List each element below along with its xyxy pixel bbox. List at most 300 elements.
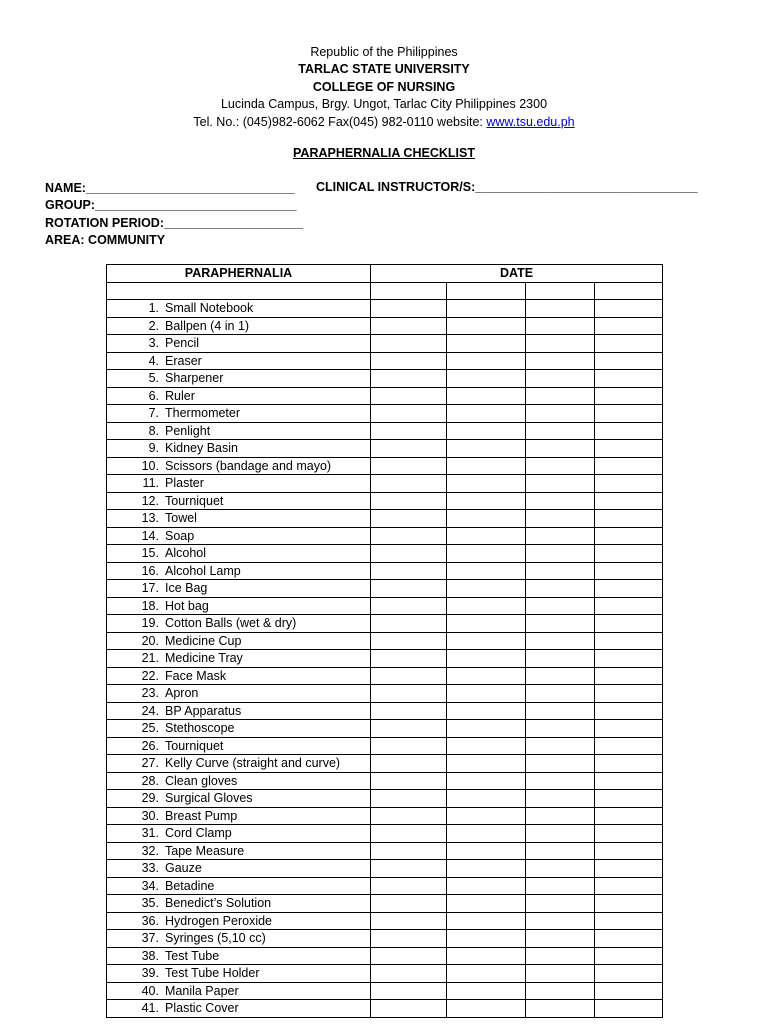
item-cell — [107, 720, 371, 738]
check-cell[interactable] — [447, 387, 526, 405]
check-cell[interactable] — [447, 405, 526, 423]
check-cell[interactable] — [595, 807, 663, 825]
item-label: Medicine Tray — [165, 651, 243, 665]
check-cell[interactable] — [447, 737, 526, 755]
item-cell — [107, 317, 371, 335]
check-cell[interactable] — [526, 650, 595, 668]
check-cell[interactable] — [595, 562, 663, 580]
check-cell[interactable] — [595, 597, 663, 615]
item-cell — [107, 790, 371, 808]
check-cell[interactable] — [447, 772, 526, 790]
item-number: 29. — [141, 791, 159, 805]
item-number: 27. — [141, 756, 159, 770]
check-cell[interactable] — [595, 965, 663, 983]
check-cell[interactable] — [595, 510, 663, 528]
check-cell[interactable] — [595, 842, 663, 860]
check-cell[interactable] — [526, 737, 595, 755]
item-number: 39. — [141, 966, 159, 980]
table-row — [107, 877, 663, 895]
check-cell[interactable] — [371, 422, 447, 440]
check-cell[interactable] — [595, 405, 663, 423]
item-number: 13. — [141, 511, 159, 525]
check-cell[interactable] — [526, 912, 595, 930]
check-cell[interactable] — [595, 545, 663, 563]
item-label: Face Mask — [165, 668, 227, 683]
table-row — [107, 352, 663, 370]
check-cell[interactable] — [447, 440, 526, 458]
table-row — [107, 737, 663, 755]
table-row — [107, 632, 663, 650]
table-row — [107, 755, 663, 773]
check-cell[interactable] — [595, 912, 663, 930]
check-cell[interactable] — [371, 440, 447, 458]
check-cell[interactable] — [526, 352, 595, 370]
item-number: 40. — [141, 983, 159, 998]
check-cell[interactable] — [526, 825, 595, 843]
check-cell[interactable] — [371, 387, 447, 405]
item-label: Ice Bag — [165, 581, 208, 595]
check-cell[interactable] — [526, 597, 595, 615]
checklist-body — [107, 300, 663, 1018]
item-cell — [107, 580, 371, 598]
check-cell[interactable] — [447, 492, 526, 510]
check-cell[interactable] — [447, 685, 526, 703]
item-cell — [107, 632, 371, 650]
table-row — [107, 895, 663, 913]
check-cell[interactable] — [526, 895, 595, 913]
check-cell[interactable] — [595, 702, 663, 720]
paraphernalia-table — [106, 264, 663, 1018]
item-cell — [107, 527, 371, 545]
item-cell — [107, 597, 371, 615]
check-cell[interactable] — [371, 807, 447, 825]
check-cell[interactable] — [595, 877, 663, 895]
check-cell[interactable] — [595, 685, 663, 703]
check-cell[interactable] — [526, 1000, 595, 1018]
item-label: Scissors (bandage and mayo) — [165, 458, 332, 473]
check-cell[interactable] — [371, 335, 447, 353]
table-row — [107, 597, 663, 615]
check-cell[interactable] — [447, 317, 526, 335]
check-cell[interactable] — [371, 1000, 447, 1018]
check-cell[interactable] — [526, 405, 595, 423]
check-cell[interactable] — [371, 352, 447, 370]
item-label: Towel — [165, 511, 197, 525]
item-cell — [107, 300, 371, 318]
group-field[interactable]: GROUP:_____________________________ — [45, 198, 297, 213]
item-cell — [107, 1000, 371, 1018]
check-cell[interactable] — [447, 422, 526, 440]
item-number: 17. — [141, 581, 159, 595]
check-cell[interactable] — [595, 790, 663, 808]
item-label: Stethoscope — [165, 721, 235, 735]
check-cell[interactable] — [371, 825, 447, 843]
item-cell — [107, 562, 371, 580]
check-cell[interactable] — [447, 790, 526, 808]
item-number: 22. — [141, 668, 159, 683]
check-cell[interactable] — [595, 947, 663, 965]
clinical-instructor-field[interactable]: CLINICAL INSTRUCTOR/S:________________________________ — [316, 180, 698, 194]
check-cell[interactable] — [447, 930, 526, 948]
check-cell[interactable] — [526, 842, 595, 860]
check-cell[interactable] — [447, 1000, 526, 1018]
check-cell[interactable] — [595, 667, 663, 685]
item-cell — [107, 457, 371, 475]
item-label: Test Tube — [165, 948, 220, 963]
check-cell[interactable] — [595, 615, 663, 633]
check-cell[interactable] — [371, 475, 447, 493]
item-cell — [107, 405, 371, 423]
check-cell[interactable] — [595, 982, 663, 1000]
table-row — [107, 702, 663, 720]
letterhead — [0, 44, 768, 131]
check-cell[interactable] — [371, 597, 447, 615]
date-cell[interactable] — [526, 282, 595, 300]
table-row — [107, 457, 663, 475]
check-cell[interactable] — [447, 825, 526, 843]
check-cell[interactable] — [371, 737, 447, 755]
check-cell[interactable] — [595, 580, 663, 598]
check-cell[interactable] — [526, 492, 595, 510]
item-number: 41. — [141, 1001, 159, 1015]
check-cell[interactable] — [595, 632, 663, 650]
table-row — [107, 1000, 663, 1018]
check-cell[interactable] — [526, 982, 595, 1000]
check-cell[interactable] — [526, 667, 595, 685]
check-cell[interactable] — [447, 352, 526, 370]
item-label: Breast Pump — [165, 808, 238, 823]
check-cell[interactable] — [447, 562, 526, 580]
check-cell[interactable] — [595, 930, 663, 948]
check-cell[interactable] — [595, 317, 663, 335]
check-cell[interactable] — [371, 702, 447, 720]
item-label: Test Tube Holder — [165, 966, 260, 980]
check-cell[interactable] — [447, 650, 526, 668]
table-header-row — [107, 265, 663, 283]
check-cell[interactable] — [447, 982, 526, 1000]
check-cell[interactable] — [371, 895, 447, 913]
item-cell — [107, 422, 371, 440]
check-cell[interactable] — [595, 440, 663, 458]
item-label: Hot bag — [165, 598, 209, 613]
check-cell[interactable] — [526, 475, 595, 493]
website-link[interactable]: www.tsu.edu.ph — [486, 114, 575, 129]
table-row — [107, 615, 663, 633]
check-cell[interactable] — [371, 982, 447, 1000]
item-cell — [107, 685, 371, 703]
item-label: Medicine Cup — [165, 633, 242, 648]
check-cell[interactable] — [371, 632, 447, 650]
check-cell[interactable] — [526, 615, 595, 633]
item-cell — [107, 702, 371, 720]
check-cell[interactable] — [595, 895, 663, 913]
item-label: BP Apparatus — [165, 703, 242, 718]
check-cell[interactable] — [526, 440, 595, 458]
item-number: 24. — [141, 703, 159, 718]
check-cell[interactable] — [447, 947, 526, 965]
check-cell[interactable] — [371, 947, 447, 965]
item-number: 23. — [141, 686, 159, 700]
contact-text: Tel. No.: (045)982-6062 Fax(045) 982-0110 website: — [193, 114, 487, 129]
item-cell — [107, 492, 371, 510]
date-row-blank — [107, 282, 371, 300]
item-number: 8. — [148, 423, 159, 438]
check-cell[interactable] — [595, 492, 663, 510]
item-cell — [107, 860, 371, 878]
check-cell[interactable] — [595, 860, 663, 878]
check-cell[interactable] — [447, 545, 526, 563]
check-cell[interactable] — [526, 545, 595, 563]
check-cell[interactable] — [447, 615, 526, 633]
check-cell[interactable] — [526, 562, 595, 580]
check-cell[interactable] — [595, 387, 663, 405]
item-label: Apron — [165, 686, 199, 700]
check-cell[interactable] — [526, 457, 595, 475]
item-cell — [107, 772, 371, 790]
check-cell[interactable] — [526, 685, 595, 703]
check-cell[interactable] — [526, 947, 595, 965]
table-row — [107, 930, 663, 948]
item-label: Plastic Cover — [165, 1001, 239, 1015]
item-cell — [107, 965, 371, 983]
check-cell[interactable] — [371, 405, 447, 423]
check-cell[interactable] — [595, 457, 663, 475]
check-cell[interactable] — [447, 580, 526, 598]
check-cell[interactable] — [447, 632, 526, 650]
table-row — [107, 422, 663, 440]
check-cell[interactable] — [371, 790, 447, 808]
check-cell[interactable] — [447, 702, 526, 720]
check-cell[interactable] — [595, 370, 663, 388]
item-number: 3. — [148, 336, 159, 350]
check-cell[interactable] — [447, 842, 526, 860]
check-cell[interactable] — [526, 702, 595, 720]
check-cell[interactable] — [595, 335, 663, 353]
check-cell[interactable] — [526, 387, 595, 405]
check-cell[interactable] — [371, 772, 447, 790]
item-number: 25. — [141, 721, 159, 735]
table-row — [107, 650, 663, 668]
item-cell — [107, 370, 371, 388]
check-cell[interactable] — [371, 877, 447, 895]
item-cell — [107, 510, 371, 528]
check-cell[interactable] — [371, 720, 447, 738]
item-number: 7. — [148, 406, 159, 420]
item-number: 21. — [141, 651, 159, 665]
table-row — [107, 370, 663, 388]
rotation-period-field[interactable]: ROTATION PERIOD:____________________ — [45, 215, 304, 230]
item-label: Manila Paper — [165, 983, 239, 998]
item-cell — [107, 755, 371, 773]
check-cell[interactable] — [526, 772, 595, 790]
table-row — [107, 317, 663, 335]
check-cell[interactable] — [371, 580, 447, 598]
check-cell[interactable] — [371, 370, 447, 388]
country-line: Republic of the Philippines — [310, 45, 458, 59]
item-number: 11. — [142, 476, 159, 490]
check-cell[interactable] — [526, 790, 595, 808]
item-cell — [107, 825, 371, 843]
item-label: Alcohol — [165, 546, 206, 560]
check-cell[interactable] — [371, 860, 447, 878]
check-cell[interactable] — [371, 685, 447, 703]
name-field[interactable]: NAME:______________________________ — [45, 181, 295, 195]
check-cell[interactable] — [526, 370, 595, 388]
item-cell — [107, 877, 371, 895]
item-cell — [107, 545, 371, 563]
table-row — [107, 545, 663, 563]
check-cell[interactable] — [371, 667, 447, 685]
check-cell[interactable] — [595, 300, 663, 318]
item-number: 12. — [141, 493, 159, 508]
check-cell[interactable] — [526, 930, 595, 948]
item-cell — [107, 842, 371, 860]
check-cell[interactable] — [371, 562, 447, 580]
item-number: 18. — [141, 598, 159, 613]
check-cell[interactable] — [371, 527, 447, 545]
check-cell[interactable] — [371, 965, 447, 983]
check-cell[interactable] — [371, 755, 447, 773]
item-number: 4. — [148, 353, 159, 368]
check-cell[interactable] — [526, 877, 595, 895]
table-row — [107, 842, 663, 860]
item-number: 10. — [141, 458, 159, 473]
check-cell[interactable] — [526, 860, 595, 878]
check-cell[interactable] — [447, 667, 526, 685]
table-row — [107, 387, 663, 405]
item-number: 37. — [141, 931, 159, 945]
column-header-paraphernalia: PARAPHERNALIA — [107, 265, 371, 283]
check-cell[interactable] — [371, 457, 447, 475]
check-cell[interactable] — [526, 965, 595, 983]
date-cell[interactable] — [595, 282, 663, 300]
item-cell — [107, 930, 371, 948]
check-cell[interactable] — [526, 720, 595, 738]
table-row — [107, 562, 663, 580]
table-row — [107, 685, 663, 703]
check-cell[interactable] — [447, 877, 526, 895]
check-cell[interactable] — [371, 912, 447, 930]
column-header-date: DATE — [371, 265, 663, 283]
check-cell[interactable] — [526, 317, 595, 335]
check-cell[interactable] — [526, 335, 595, 353]
check-cell[interactable] — [371, 510, 447, 528]
check-cell[interactable] — [447, 475, 526, 493]
item-cell — [107, 475, 371, 493]
contact-line — [0, 114, 768, 131]
item-label: Hydrogen Peroxide — [165, 913, 273, 928]
date-cell[interactable] — [371, 282, 447, 300]
check-cell[interactable] — [526, 580, 595, 598]
check-cell[interactable] — [526, 422, 595, 440]
item-number: 30. — [141, 808, 159, 823]
date-entry-row — [107, 282, 663, 300]
check-cell[interactable] — [595, 352, 663, 370]
check-cell[interactable] — [447, 807, 526, 825]
check-cell[interactable] — [595, 737, 663, 755]
check-cell[interactable] — [526, 807, 595, 825]
check-cell[interactable] — [595, 422, 663, 440]
table-row — [107, 947, 663, 965]
table-row — [107, 510, 663, 528]
table-row — [107, 825, 663, 843]
check-cell[interactable] — [595, 720, 663, 738]
check-cell[interactable] — [447, 965, 526, 983]
item-label: Pencil — [165, 336, 200, 350]
check-cell[interactable] — [526, 632, 595, 650]
check-cell[interactable] — [371, 650, 447, 668]
check-cell[interactable] — [371, 317, 447, 335]
check-cell[interactable] — [526, 300, 595, 318]
item-cell — [107, 667, 371, 685]
check-cell[interactable] — [447, 335, 526, 353]
item-label: Benedict’s Solution — [165, 896, 272, 910]
item-label: Syringes (5,10 cc) — [165, 931, 266, 945]
check-cell[interactable] — [595, 772, 663, 790]
item-number: 38. — [141, 948, 159, 963]
item-label: Surgical Gloves — [165, 791, 253, 805]
check-cell[interactable] — [371, 492, 447, 510]
item-number: 32. — [141, 843, 159, 858]
check-cell[interactable] — [447, 300, 526, 318]
check-cell[interactable] — [447, 510, 526, 528]
item-number: 2. — [148, 318, 159, 333]
item-number: 9. — [148, 441, 159, 455]
date-cell[interactable] — [447, 282, 526, 300]
check-cell[interactable] — [595, 1000, 663, 1018]
check-cell[interactable] — [447, 895, 526, 913]
check-cell[interactable] — [526, 510, 595, 528]
check-cell[interactable] — [371, 615, 447, 633]
table-row — [107, 440, 663, 458]
check-cell[interactable] — [447, 457, 526, 475]
table-row — [107, 492, 663, 510]
check-cell[interactable] — [447, 912, 526, 930]
check-cell[interactable] — [595, 650, 663, 668]
check-cell[interactable] — [447, 755, 526, 773]
item-number: 5. — [148, 371, 159, 385]
check-cell[interactable] — [371, 842, 447, 860]
item-cell — [107, 982, 371, 1000]
table-row — [107, 475, 663, 493]
check-cell[interactable] — [595, 755, 663, 773]
check-cell[interactable] — [447, 370, 526, 388]
item-label: Tourniquet — [165, 493, 224, 508]
item-cell — [107, 440, 371, 458]
check-cell[interactable] — [371, 930, 447, 948]
check-cell[interactable] — [447, 597, 526, 615]
table-row — [107, 580, 663, 598]
item-number: 15. — [141, 546, 159, 560]
check-cell[interactable] — [595, 475, 663, 493]
check-cell[interactable] — [526, 527, 595, 545]
check-cell[interactable] — [447, 527, 526, 545]
check-cell[interactable] — [447, 720, 526, 738]
check-cell[interactable] — [447, 860, 526, 878]
check-cell[interactable] — [595, 527, 663, 545]
item-label: Soap — [165, 528, 195, 543]
check-cell[interactable] — [526, 755, 595, 773]
table-row — [107, 912, 663, 930]
check-cell[interactable] — [371, 300, 447, 318]
table-row — [107, 405, 663, 423]
check-cell[interactable] — [595, 825, 663, 843]
document-title: PARAPHERNALIA CHECKLIST — [293, 146, 475, 160]
table-row — [107, 790, 663, 808]
item-number: 14. — [141, 528, 159, 543]
item-number: 28. — [141, 773, 159, 788]
check-cell[interactable] — [371, 545, 447, 563]
